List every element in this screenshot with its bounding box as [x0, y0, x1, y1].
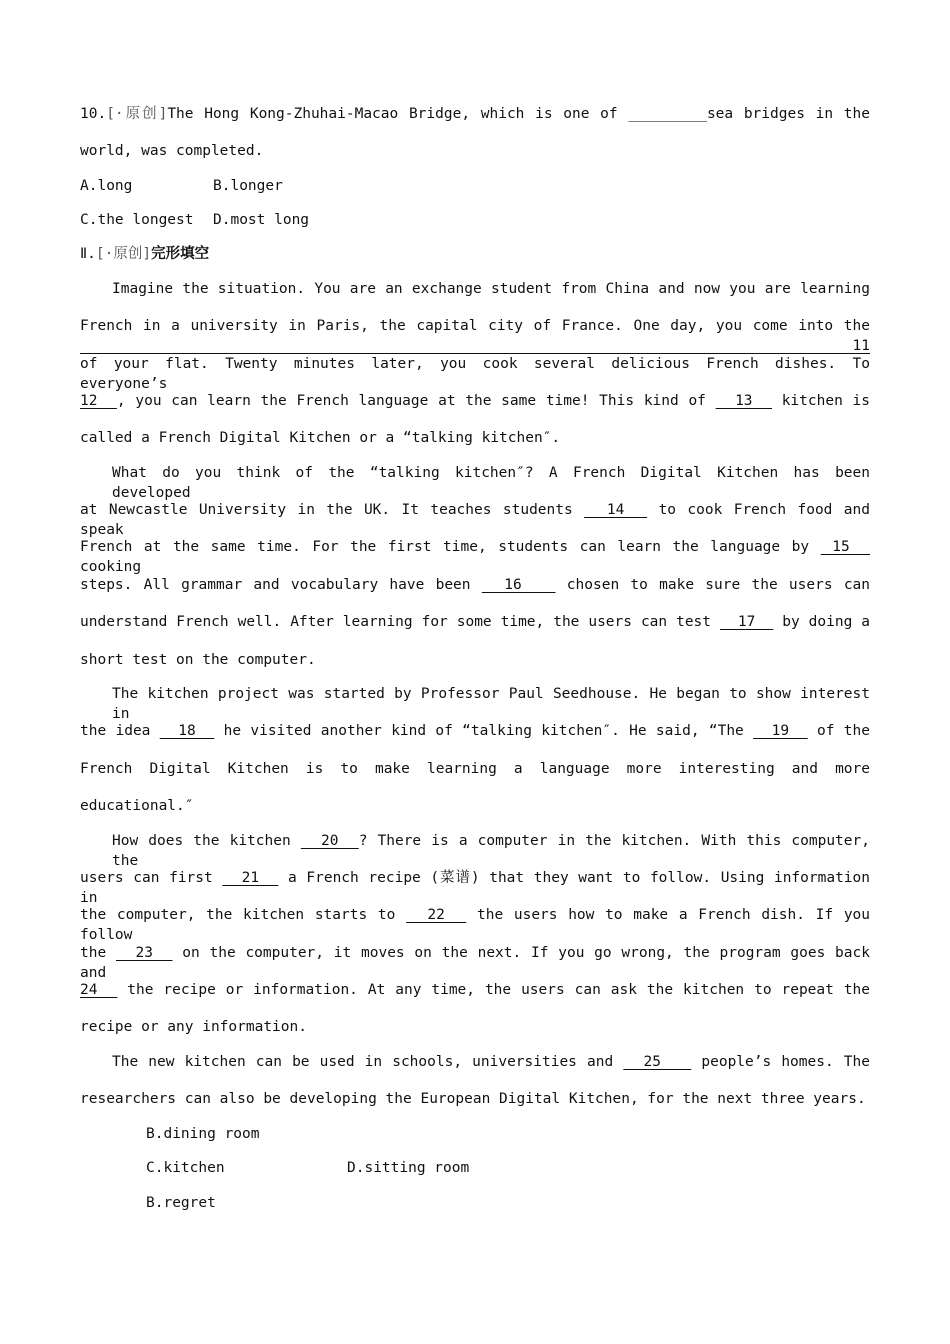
p5-line-1-text: The new kitchen can be used in schools, universities and: [112, 1054, 614, 1070]
q10-text: The Hong Kong-Zhuhai-Macao Bridge, which is one of: [167, 106, 618, 122]
p2-line-1: What do you think of the “talking kitchen″? A French Digital Kitchen has been developed: [112, 465, 870, 501]
p4-line-5-text: the recipe or information. At any time, the users can ask the kitchen to repeat the: [127, 982, 871, 998]
blank-12: 12: [80, 393, 117, 409]
q10-line-1: [80, 104, 870, 124]
p4-line-3-tail: the users how to make a French dish. If you follow: [80, 907, 871, 943]
option-sitting-room: D.sitting room: [347, 1160, 470, 1176]
option-kitchen: C.kitchen: [146, 1160, 225, 1176]
p2-line-3: [80, 537, 870, 577]
blank-13: 13: [715, 393, 772, 409]
blank-18: 18: [159, 723, 215, 739]
p1-line-3: of your flat. Twenty minutes later, you cook several delicious French dishes. To everyone’s: [80, 356, 870, 392]
blank-22: 22: [406, 907, 467, 923]
p3-line-2-mid: he visited another kind of “talking kitchen″. He said, “The: [223, 723, 744, 739]
p1-line-4-tail: kitchen is: [781, 393, 870, 409]
p1-line-1: Imagine the situation. You are an exchange student from China and now you are learning: [112, 281, 870, 297]
q10-tail: sea bridges in the: [706, 106, 870, 122]
section-roman: Ⅱ.: [80, 246, 96, 262]
blank-20: 20: [300, 833, 359, 849]
q10-option-a: A.long: [80, 178, 133, 194]
p4-line-2: [80, 868, 870, 908]
p4-line-3: [80, 905, 870, 945]
p2-line-2-text: at Newcastle University in the UK. It teaches students: [80, 502, 573, 518]
p1-line-2: [80, 316, 870, 356]
blank-21: 21: [222, 870, 279, 886]
p2-line-2: [80, 500, 870, 540]
p4-line-2-text: users can first: [80, 870, 213, 886]
p3-line-3: French Digital Kitchen is to make learning a language more interesting and more: [80, 761, 870, 777]
section-tag: [·原创]: [95, 246, 152, 262]
p1-line-4: [80, 391, 870, 411]
p4-line-4-tail: on the computer, it moves on the next. If you go wrong, the program goes back and: [80, 945, 870, 981]
p2-line-3-tail: cooking: [80, 559, 142, 575]
q10-option-b: B.longer: [213, 178, 283, 194]
blank-19: 19: [753, 723, 808, 739]
p3-line-2-tail: of the: [817, 723, 870, 739]
blank-17: 17: [720, 614, 774, 630]
p2-line-4-text: steps. All grammar and vocabulary have been: [80, 577, 471, 593]
q10-tag: [·原创]: [106, 106, 168, 122]
blank-15: 15: [820, 539, 870, 555]
p4-line-1-tail: ? There is a computer in the kitchen. With this computer, the: [112, 833, 870, 869]
p5-line-1: [112, 1052, 870, 1072]
p2-line-4-tail: chosen to make sure the users can: [566, 577, 871, 593]
p4-line-4-text: the: [80, 945, 107, 961]
option-dining-room: B.dining room: [146, 1126, 260, 1142]
p4-line-1: [112, 831, 870, 871]
blank-25: 25: [623, 1054, 692, 1070]
p2-line-2-tail: to cook French food and speak: [80, 502, 870, 538]
p1-line-2-text: French in a university in Paris, the capital city of France. One day, you come into the: [80, 318, 870, 334]
blank-11: 11: [80, 338, 870, 354]
section-heading: [80, 244, 870, 264]
p1-line-5: called a French Digital Kitchen or a “talking kitchen″.: [80, 430, 561, 446]
p3-line-4: educational.″: [80, 798, 194, 814]
p4-line-2-tail: a French recipe (菜谱) that they want to follow. Using information in: [80, 870, 870, 906]
p2-line-4: [80, 575, 870, 595]
p5-line-1-tail: people’s homes. The: [701, 1054, 870, 1070]
q10-line-2: world, was completed.: [80, 143, 264, 159]
p3-line-2: [80, 721, 870, 741]
option-regret: B.regret: [146, 1195, 216, 1211]
p2-line-3-text: French at the same time. For the first time, students can learn the language by: [80, 539, 810, 555]
blank-24: 24: [80, 982, 118, 998]
q10-blank: _________: [628, 106, 707, 122]
p3-line-2-text: the idea: [80, 723, 151, 739]
p2-line-5-text: understand French well. After learning for some time, the users can test: [80, 614, 712, 630]
p4-line-3-text: the computer, the kitchen starts to: [80, 907, 396, 923]
p4-line-5: [80, 980, 870, 1000]
blank-23: 23: [115, 945, 173, 961]
p4-line-6: recipe or any information.: [80, 1019, 307, 1035]
q10-option-d: D.most long: [213, 212, 310, 228]
p3-line-1: The kitchen project was started by Professor Paul Seedhouse. He began to show interest in: [112, 686, 870, 722]
section-title: 完形填空: [151, 246, 210, 262]
p4-line-1-text: How does the kitchen: [112, 833, 291, 849]
p2-line-5: [80, 612, 870, 632]
p4-line-4: [80, 943, 870, 983]
p5-line-2: researchers can also be developing the European Digital Kitchen, for the next three years.: [80, 1091, 866, 1107]
p2-line-6: short test on the computer.: [80, 652, 316, 668]
p1-line-4-text: , you can learn the French language at the same time! This kind of: [116, 393, 706, 409]
p2-line-5-tail: by doing a: [782, 614, 870, 630]
q10-option-c: C.the longest: [80, 212, 194, 228]
q10-number: 10.: [80, 106, 107, 122]
blank-16: 16: [481, 577, 556, 593]
blank-14: 14: [584, 502, 648, 518]
